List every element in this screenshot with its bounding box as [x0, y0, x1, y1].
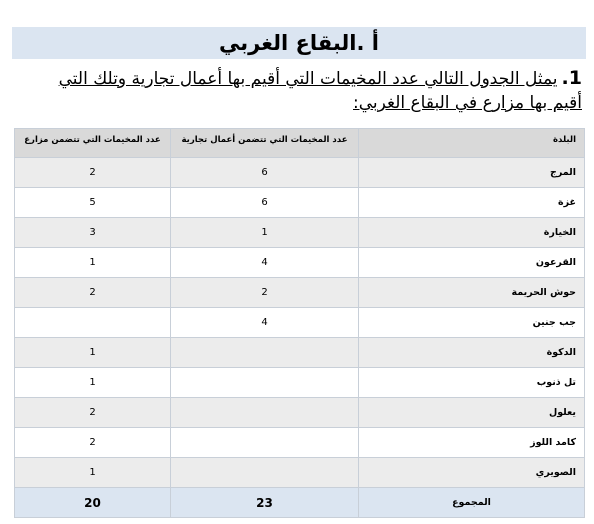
header-commercial: عدد المخيمات التي تتضمن أعمال تجارية	[171, 129, 359, 158]
question-text	[37, 66, 582, 115]
town-cell: الدكوة	[359, 338, 585, 368]
commercial-cell: 6	[171, 158, 359, 188]
table-row	[15, 428, 585, 458]
town-cell: يعلول	[359, 398, 585, 428]
table-row	[15, 248, 585, 278]
total-label: المجموع	[359, 488, 585, 518]
commercial-cell	[171, 458, 359, 488]
table-row	[15, 368, 585, 398]
farms-cell: 3	[15, 218, 171, 248]
section-header	[12, 27, 586, 59]
question-line-1	[37, 66, 582, 91]
commercial-cell	[171, 398, 359, 428]
commercial-cell: 2	[171, 278, 359, 308]
table-header-row	[15, 129, 585, 158]
farms-cell: 1	[15, 458, 171, 488]
commercial-cell	[171, 338, 359, 368]
town-cell: تل ذنوب	[359, 368, 585, 398]
town-cell: جب جنين	[359, 308, 585, 338]
total-commercial: 23	[171, 488, 359, 518]
question-line-2-text: أقيم بها مزارع في البقاع الغربي:	[353, 93, 582, 113]
farms-cell: 1	[15, 338, 171, 368]
table-row	[15, 158, 585, 188]
question-line-2	[37, 91, 582, 115]
table-row	[15, 218, 585, 248]
farms-cell: 2	[15, 278, 171, 308]
farms-cell	[15, 308, 171, 338]
section-title: أ .البقاع الغربي	[219, 31, 379, 55]
table-row	[15, 188, 585, 218]
farms-cell: 2	[15, 428, 171, 458]
table-row	[15, 458, 585, 488]
commercial-cell: 1	[171, 218, 359, 248]
question-number: 1.	[561, 67, 582, 89]
town-cell: المرج	[359, 158, 585, 188]
commercial-cell	[171, 428, 359, 458]
commercial-cell: 4	[171, 308, 359, 338]
header-farms: عدد المخيمات التي تتضمن مزارع	[15, 129, 171, 158]
total-farms: 20	[15, 488, 171, 518]
farms-cell: 5	[15, 188, 171, 218]
header-town: البلدة	[359, 129, 585, 158]
question-line-1-text: يمثل الجدول التالي عدد المخيمات التي أقيم بها أعمال تجارية وتلك التي	[58, 69, 558, 89]
town-cell: القرعون	[359, 248, 585, 278]
table-row	[15, 398, 585, 428]
commercial-cell: 4	[171, 248, 359, 278]
town-cell: حوش الحريمة	[359, 278, 585, 308]
commercial-cell	[171, 368, 359, 398]
farms-cell: 2	[15, 398, 171, 428]
total-row	[15, 488, 585, 518]
farms-cell: 1	[15, 248, 171, 278]
town-cell: غزة	[359, 188, 585, 218]
farms-cell: 2	[15, 158, 171, 188]
table-row	[15, 278, 585, 308]
town-cell: الصويري	[359, 458, 585, 488]
camps-table	[14, 128, 585, 518]
table-row	[15, 338, 585, 368]
farms-cell: 1	[15, 368, 171, 398]
commercial-cell: 6	[171, 188, 359, 218]
town-cell: كامد اللوز	[359, 428, 585, 458]
table-row	[15, 308, 585, 338]
town-cell: الخيارة	[359, 218, 585, 248]
